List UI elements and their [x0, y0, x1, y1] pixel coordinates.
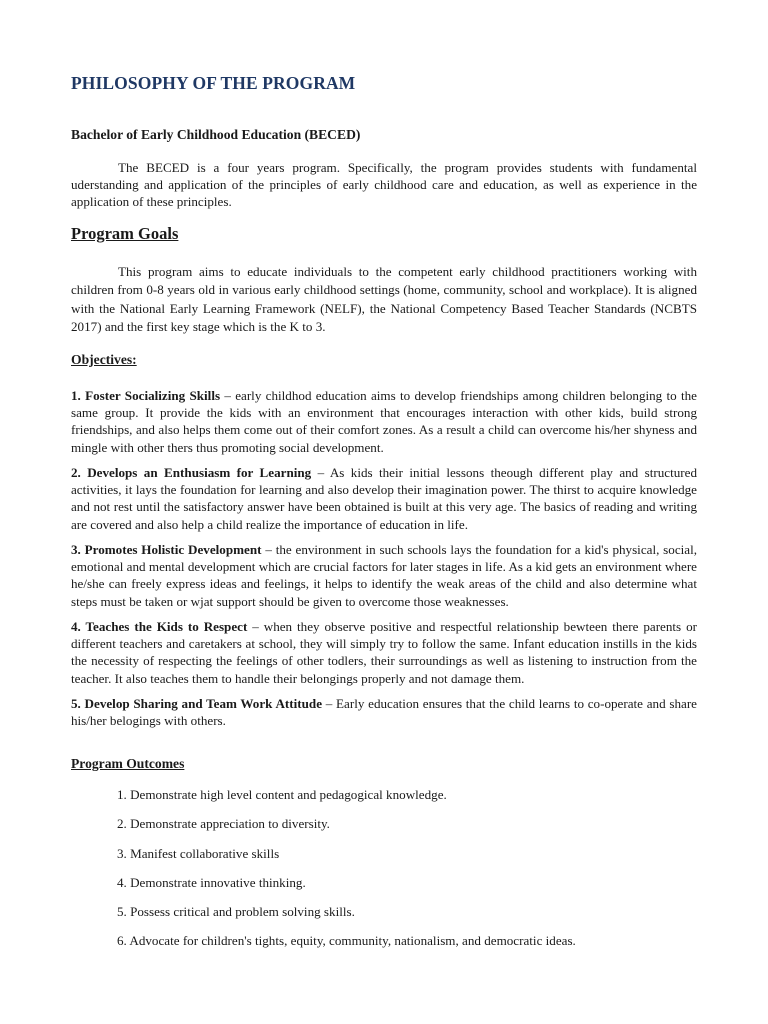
outcome-item: 3. Manifest collaborative skills	[117, 845, 280, 861]
objective-text: – As kids their initial lessons theough different play and structured activities, it lays the foundation for learning and also develop their imagination power. The thirst to acquire knowledge and not rest until the satisfactory answer have been obtained is built at this very age. The basics of reading and writing are covered and also help a child realize the importance of education in life.	[71, 465, 697, 532]
objective-text: – early childhod education aims to develop friendships among children belonging to the same group. It provide the kids with an environment that encourages interaction with other kids, build strong friendships, and also helps them come out of their comfort zones. As a result a child can overcome his/her shyness and mingle with other thers thus promoting social development.	[71, 388, 697, 455]
outcome-item: 6. Advocate for children's tights, equity, community, nationalism, and democratic ideas.	[117, 933, 576, 949]
objective-title: 3. Promotes Holistic Development	[71, 542, 262, 557]
objective-title: 4. Teaches the Kids to Respect	[71, 619, 248, 634]
objective-text: – when they observe positive and respectful relationship bewteen there parents or different teachers and caretakers at school, they will simply try to follow the same. Infant education instills in the kids the necessity of respecting the feelings of other todlers, their surroundings as well as listening to instruction from the teacher. It also teaches them to handle their belongings properly and not damage them.	[71, 619, 697, 686]
objective-item	[71, 464, 697, 533]
objective-item	[71, 387, 697, 456]
outcome-item: 1. Demonstrate high level content and pedagogical knowledge.	[117, 787, 447, 802]
objective-text: – the environment in such schools lays the foundation for a kid's physical, social, emotional and mental development which are crucial factors for later stages in life. As a kid gets an environment where he/she can freely express ideas and feelings, it helps to identify the weak areas of the child and also determine what steps must be taken or wjat support should be given to overcome those weaknesses.	[71, 542, 697, 609]
objective-item	[71, 541, 697, 610]
objective-title: 2. Develops an Enthusiasm for Learning	[71, 465, 312, 480]
objective-title: 1. Foster Socializing Skills	[71, 388, 221, 403]
outcomes-list	[117, 786, 576, 962]
objective-title: 5. Develop Sharing and Team Work Attitude	[71, 696, 323, 711]
intro-paragraph: The BECED is a four years program. Specifically, the program provides students with fundamental uderstanding and application of the principles of early childhood care and education, as well as experience in the application of these principles.	[71, 160, 697, 210]
objective-item	[71, 618, 697, 687]
outcome-item: 4. Demonstrate innovative thinking.	[117, 874, 306, 890]
outcome-item: 2. Demonstrate appreciation to diversity.	[117, 816, 330, 832]
outcome-item: 5. Possess critical and problem solving skills.	[117, 904, 355, 920]
objective-text: – Early education ensures that the child learns to co-operate and share his/her belogings with others.	[71, 696, 697, 729]
goals-heading: Program Goals	[71, 224, 179, 243]
program-name: Bachelor of Early Childhood Education (BECED)	[71, 127, 361, 142]
page-title: PHILOSOPHY OF THE PROGRAM	[71, 73, 356, 93]
goals-paragraph: This program aims to educate individuals to the competent early childhood practitioners working with children from 0-8 years old in various early childhood settings (home, community, school and workplace). It is aligned with the National Early Learning Framework (NELF), the National Competency Based Teacher Standards (NCBTS 2017) and the first key stage which is the K to 3.	[71, 264, 697, 335]
objectives-heading: Objectives:	[71, 352, 137, 367]
outcomes-heading: Program Outcomes	[71, 756, 185, 771]
objective-item	[71, 695, 697, 729]
